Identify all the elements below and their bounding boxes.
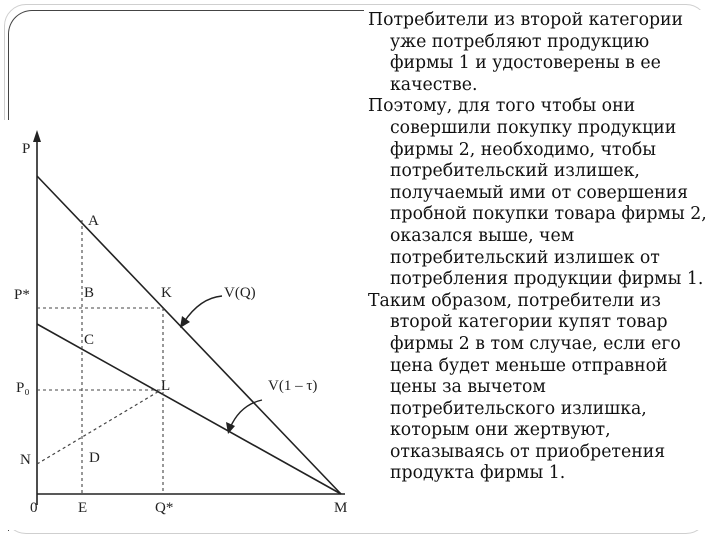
point-a-label: A <box>88 213 99 229</box>
point-l-label: L <box>161 378 171 394</box>
text-panel <box>364 10 712 530</box>
demand-graph <box>0 120 362 530</box>
y-axis-label: P <box>22 141 31 157</box>
n-label: N <box>20 452 31 468</box>
point-b-label: B <box>84 285 95 301</box>
v1t-line <box>37 324 341 494</box>
p0-label: P₀ <box>16 380 30 396</box>
e-label: E <box>78 500 88 516</box>
v1t-curve-label: V(1 – τ) <box>268 378 318 394</box>
paragraph-1: Потребители из второй категории уже потребляют продукцию фирмы 1 и удостоверены в ее качестве. <box>368 10 684 95</box>
origin-label: 0 <box>30 500 38 516</box>
vq-pointer-arrow <box>184 296 222 322</box>
v1t-pointer-arrow <box>230 400 262 428</box>
point-d-label: D <box>89 450 100 466</box>
vq-line <box>37 176 341 494</box>
paragraph-2: Поэтому, для того чтобы они совершили покупку продукции фирмы 2, необходимо, чтобы потребительский излишек, получаемый ими от совершения пробной покупки товара фирмы 2, оказался выше, чем потребительский излишек от потребления продукции фирмы 1. <box>368 96 707 290</box>
graph-svg <box>0 120 362 530</box>
y-axis-arrow <box>33 130 41 142</box>
p-star-label: P* <box>14 287 30 303</box>
q-star-label: Q* <box>155 500 174 516</box>
vq-curve-label: V(Q) <box>224 285 256 301</box>
paragraph-3: Таким образом, потребители из второй категории купят товар фирмы 2 в том случае, если его цена будет меньше отправной цены за вычетом потребительского излишка, которым они жертвуют, отказываясь от приобретения продукта фирмы 1. <box>368 290 681 484</box>
vq-pointer-head <box>180 316 190 328</box>
point-k-label: K <box>161 285 172 301</box>
point-c-label: C <box>84 332 95 348</box>
m-label: M <box>334 500 348 516</box>
